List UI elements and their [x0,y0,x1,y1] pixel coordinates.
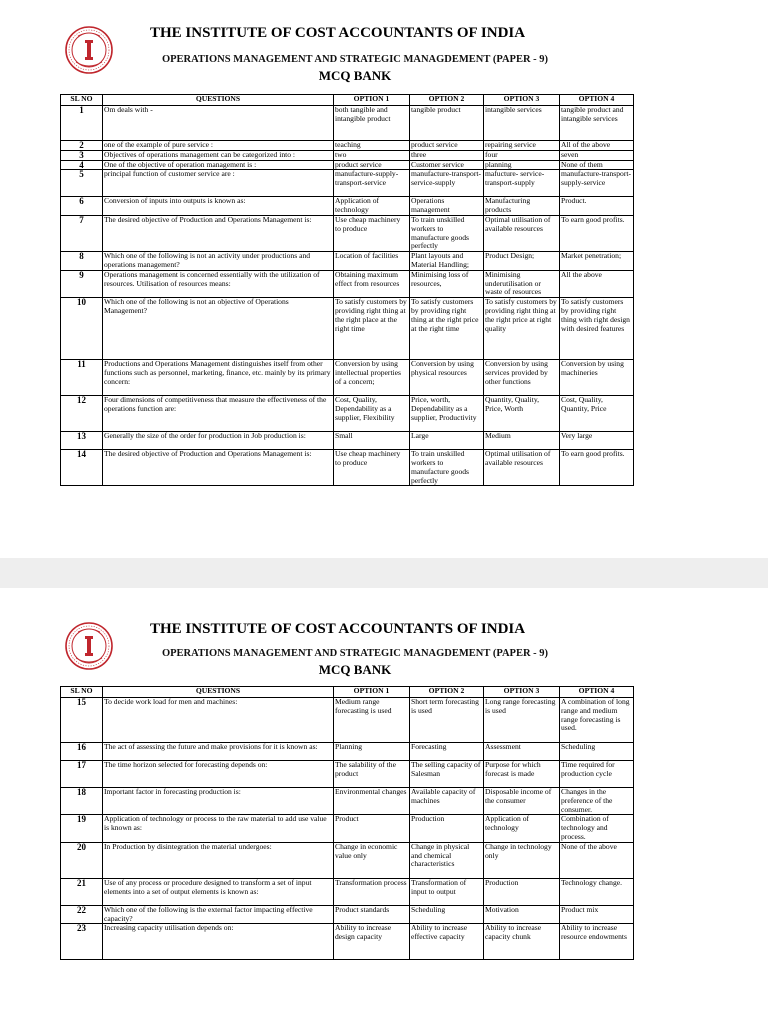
option-4-cell: Ability to increase resource endowments [560,924,634,960]
institute-title: THE INSTITUTE OF COST ACCOUNTANTS OF INDIA [150,621,526,637]
sl-no-cell: 16 [61,743,103,761]
mcq-table [60,94,634,486]
question-cell: Conversion of inputs into outputs is known as: [103,197,334,216]
question-cell: In Production by disintegration the material undergoes: [103,842,334,878]
question-cell: Om deals with - [103,106,334,141]
option-2-cell: manufacture-transport-service-supply [410,170,484,197]
page-separator [0,558,768,588]
option-3-cell: mafucture- service-transport-supply [484,170,560,197]
question-cell: The desired objective of Production and Operations Management is: [103,450,334,486]
table-header-row [61,687,634,698]
sl-no-cell: 5 [61,170,103,197]
option-1-cell: Conversion by using intellectual properties of a concern; [334,360,410,396]
option-4-cell: Product. [560,197,634,216]
option-3-cell: Ability to increase capacity chunk [484,924,560,960]
header-sl-no: SL NO [61,687,103,698]
option-4-cell: None of the above [560,842,634,878]
question-cell: The desired objective of Production and Operations Management is: [103,215,334,251]
question-cell: Which one of the following is the external factor impacting effective capacity? [103,905,334,924]
option-1-cell: Medium range forecasting is used [334,698,410,743]
question-cell: The act of assessing the future and make provisions for it is known as: [103,743,334,761]
option-2-cell: Large [410,432,484,450]
institute-title: THE INSTITUTE OF COST ACCOUNTANTS OF INDIA [150,25,526,41]
sl-no-cell: 4 [61,160,103,170]
option-1-cell: Use cheap machinery to produce [334,450,410,486]
table-row [61,170,634,197]
option-3-cell: Quantity, Quality, Price, Worth [484,396,560,432]
sl-no-cell: 17 [61,761,103,788]
table-row [61,743,634,761]
institute-seal-logo [64,620,114,674]
table-row [61,396,634,432]
option-1-cell: Planning [334,743,410,761]
option-3-cell: Change in technology only [484,842,560,878]
option-3-cell: Application of technology [484,815,560,842]
table-row [61,298,634,360]
option-2-cell: The selling capacity of Salesman [410,761,484,788]
option-1-cell: Use cheap machinery to produce [334,215,410,251]
option-1-cell: Cost, Quality, Dependability as a supplier, Flexibility [334,396,410,432]
paper-title: OPERATIONS MANAGEMENT AND STRATEGIC MANAGDEMENT (PAPER - 9) [161,54,549,65]
option-2-cell: Transformation of input to output [410,878,484,905]
sl-no-cell: 21 [61,878,103,905]
table-row [61,150,634,160]
option-4-cell: Cost, Quality, Quantity, Price [560,396,634,432]
option-3-cell: Manufacturing products [484,197,560,216]
option-4-cell: Product mix [560,905,634,924]
institute-seal-logo [64,24,114,78]
mcq-bank-title: MCQ BANK [318,68,392,83]
option-2-cell: Price, worth, Dependability as a supplier, Productivity [410,396,484,432]
header-questions: QUESTIONS [103,687,334,698]
header-option-4: OPTION 4 [560,687,634,698]
question-cell: Four dimensions of competitiveness that measure the effectiveness of the operations function are: [103,396,334,432]
option-3-cell: intangible services [484,106,560,141]
option-2-cell: To satisfy customers by providing right thing at the right price at the right time [410,298,484,360]
document-page-2 [0,588,768,1024]
option-1-cell: Environmental changes [334,788,410,815]
question-cell: Important factor in forecasting production is: [103,788,334,815]
mcq-table [60,686,634,960]
option-2-cell: tangible product [410,106,484,141]
option-1-cell: The salability of the product [334,761,410,788]
option-3-cell: Production [484,878,560,905]
option-3-cell: Optimal utilisation of available resources [484,450,560,486]
option-3-cell: repairing service [484,141,560,151]
table-row [61,432,634,450]
option-2-cell: Operations management [410,197,484,216]
question-cell: Which one of the following is not an activity under productions and operations management? [103,252,334,271]
sl-no-cell: 22 [61,905,103,924]
option-1-cell: product service [334,160,410,170]
option-3-cell: Assessment [484,743,560,761]
option-2-cell: Plant layouts and Material Handling; [410,252,484,271]
sl-no-cell: 14 [61,450,103,486]
table-row [61,905,634,924]
seal-logo-slot [64,620,114,674]
table-row [61,215,634,251]
header-option-1: OPTION 1 [334,95,410,106]
question-cell: Which one of the following is not an objective of Operations Management? [103,298,334,360]
table-row [61,450,634,486]
question-cell: one of the example of pure service : [103,141,334,151]
question-cell: Application of technology or process to the raw material to add use value is known as: [103,815,334,842]
option-4-cell: Very large [560,432,634,450]
option-3-cell: To satisfy customers by providing right thing at the right price at right quality [484,298,560,360]
sl-no-cell: 23 [61,924,103,960]
option-3-cell: Purpose for which forecast is made [484,761,560,788]
sl-no-cell: 1 [61,106,103,141]
option-1-cell: two [334,150,410,160]
question-cell: Generally the size of the order for production in Job production is: [103,432,334,450]
option-1-cell: manufacture-supply-transport-service [334,170,410,197]
option-4-cell: Technology change. [560,878,634,905]
mcq-bank-title: MCQ BANK [318,662,392,677]
question-cell: Productions and Operations Management distinguishes itself from other functions such as personnel, marketing, finance, etc. mainly by its primary concern: [103,360,334,396]
option-4-cell: manufacture-transport-supply-service [560,170,634,197]
question-cell: One of the objective of operation management is : [103,160,334,170]
sl-no-cell: 2 [61,141,103,151]
sl-no-cell: 20 [61,842,103,878]
option-1-cell: Product standards [334,905,410,924]
option-2-cell: Ability to increase effective capacity [410,924,484,960]
sl-no-cell: 7 [61,215,103,251]
seal-logo-slot [64,24,114,78]
option-4-cell: tangible product and intangible services [560,106,634,141]
option-3-cell: Motivation [484,905,560,924]
option-4-cell: Time required for production cycle [560,761,634,788]
option-3-cell: Medium [484,432,560,450]
table-row [61,698,634,743]
header-option-2: OPTION 2 [410,95,484,106]
option-2-cell: three [410,150,484,160]
header-option-3: OPTION 3 [484,687,560,698]
header-sl-no: SL NO [61,95,103,106]
option-2-cell: To train unskilled workers to manufacture goods perfectly [410,450,484,486]
header-questions: QUESTIONS [103,95,334,106]
header-option-2: OPTION 2 [410,687,484,698]
question-cell: Increasing capacity utilisation depends on: [103,924,334,960]
header-option-1: OPTION 1 [334,687,410,698]
option-3-cell: Optimal utilisation of available resources [484,215,560,251]
option-3-cell: Minimising underutilisation or waste of resources [484,270,560,297]
sl-no-cell: 19 [61,815,103,842]
header-option-3: OPTION 3 [484,95,560,106]
sl-no-cell: 9 [61,270,103,297]
table-row [61,270,634,297]
option-1-cell: Ability to increase design capacity [334,924,410,960]
option-3-cell: Conversion by using services provided by other functions [484,360,560,396]
table-row [61,106,634,141]
sl-no-cell: 6 [61,197,103,216]
paper-title: OPERATIONS MANAGEMENT AND STRATEGIC MANAGDEMENT (PAPER - 9) [161,648,549,659]
table-row [61,360,634,396]
mcq-table-body [61,106,634,486]
table-row [61,842,634,878]
question-cell: The time horizon selected for forecasting depends on: [103,761,334,788]
option-1-cell: Product [334,815,410,842]
option-1-cell: Change in economic value only [334,842,410,878]
option-1-cell: To satisfy customers by providing right thing at the right place at the right time [334,298,410,360]
option-4-cell: All of the above [560,141,634,151]
sl-no-cell: 13 [61,432,103,450]
option-2-cell: Conversion by using physical resources [410,360,484,396]
option-2-cell: To train unskilled workers to manufacture goods perfectly [410,215,484,251]
option-1-cell: Application of technology [334,197,410,216]
option-2-cell: Forecasting [410,743,484,761]
table-row [61,761,634,788]
option-1-cell: teaching [334,141,410,151]
option-4-cell: Market penetration; [560,252,634,271]
option-2-cell: product service [410,141,484,151]
question-cell: principal function of customer service are : [103,170,334,197]
option-1-cell: Obtaining maximum effect from resources [334,270,410,297]
mcq-table-body [61,698,634,960]
option-4-cell: seven [560,150,634,160]
option-2-cell: Production [410,815,484,842]
option-4-cell: To earn good profits. [560,450,634,486]
option-4-cell: To satisfy customers by providing right thing with right design with desired features [560,298,634,360]
question-cell: To decide work load for men and machines: [103,698,334,743]
question-cell: Use of any process or procedure designed to transform a set of input elements into a set of output elements is known as: [103,878,334,905]
table-row [61,141,634,151]
option-4-cell: All the above [560,270,634,297]
option-1-cell: both tangible and intangible product [334,106,410,141]
table-row [61,815,634,842]
sl-no-cell: 3 [61,150,103,160]
option-1-cell: Transformation process [334,878,410,905]
option-4-cell: Conversion by using machineries [560,360,634,396]
sl-no-cell: 18 [61,788,103,815]
option-3-cell: planning [484,160,560,170]
option-1-cell: Location of facilities [334,252,410,271]
sl-no-cell: 8 [61,252,103,271]
table-header-row [61,95,634,106]
option-4-cell: None of them [560,160,634,170]
option-3-cell: Disposable income of the consumer [484,788,560,815]
option-2-cell: Customer service [410,160,484,170]
question-cell: Operations management is concerned essentially with the utilization of resources. Utilisation of resources means: [103,270,334,297]
option-2-cell: Change in physical and chemical characteristics [410,842,484,878]
table-row [61,788,634,815]
table-row [61,878,634,905]
option-3-cell: Product Design; [484,252,560,271]
option-2-cell: Short term forecasting is used [410,698,484,743]
option-2-cell: Available capacity of machines [410,788,484,815]
question-cell: Objectives of operations management can be categorized into : [103,150,334,160]
option-4-cell: Scheduling [560,743,634,761]
sl-no-cell: 15 [61,698,103,743]
option-4-cell: To earn good profits. [560,215,634,251]
table-row [61,160,634,170]
sl-no-cell: 11 [61,360,103,396]
table-row [61,252,634,271]
option-3-cell: Long range forecasting is used [484,698,560,743]
option-2-cell: Scheduling [410,905,484,924]
option-4-cell: Changes in the preference of the consumer. [560,788,634,815]
option-2-cell: Minimising loss of resources, [410,270,484,297]
option-3-cell: four [484,150,560,160]
table-row [61,197,634,216]
sl-no-cell: 12 [61,396,103,432]
sl-no-cell: 10 [61,298,103,360]
option-4-cell: A combination of long range and medium range forecasting is used. [560,698,634,743]
table-row [61,924,634,960]
option-4-cell: Combination of technology and process. [560,815,634,842]
header-option-4: OPTION 4 [560,95,634,106]
option-1-cell: Small [334,432,410,450]
